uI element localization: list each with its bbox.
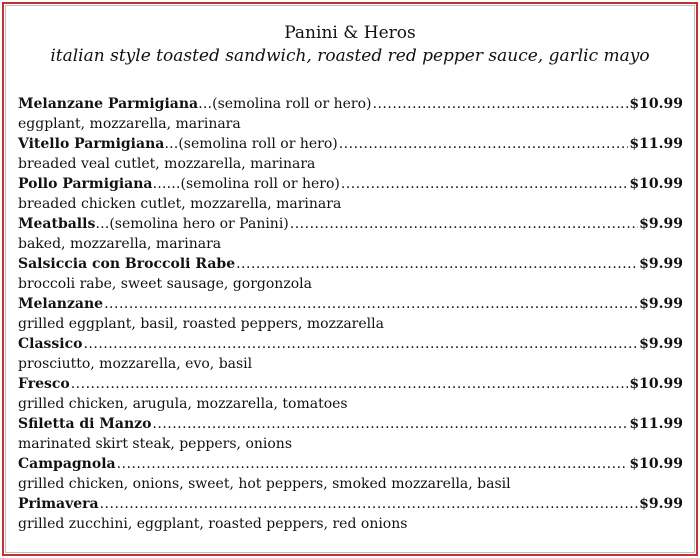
dot-leader — [236, 254, 638, 274]
menu-item-name: Sfiletta di Manzo — [18, 416, 152, 432]
menu-item — [18, 254, 683, 294]
menu-item-line — [18, 374, 683, 394]
menu-item-line — [18, 214, 683, 234]
section-title: Panini & Heros — [284, 23, 416, 43]
menu-item-description: grilled zucchini, eggplant, roasted peppers, red onions — [18, 516, 408, 532]
dot-leader — [71, 374, 629, 394]
menu-item — [18, 174, 683, 214]
dot-leader — [104, 294, 638, 314]
menu-item-note: …… — [152, 176, 181, 192]
menu-item-name: Classico — [18, 336, 83, 352]
dot-leader — [290, 214, 638, 234]
dot-leader — [100, 494, 639, 514]
menu-item-price: $10.99 — [629, 456, 683, 472]
section-subtitle: italian style toasted sandwich, roasted red pepper sauce, garlic mayo — [50, 46, 650, 66]
menu-item-price: $9.99 — [639, 216, 683, 232]
menu-item-price: $11.99 — [629, 136, 683, 152]
dot-leader — [117, 454, 629, 474]
menu-item — [18, 94, 683, 134]
menu-item-description: grilled chicken, arugula, mozzarella, tomatoes — [18, 396, 348, 412]
menu-item-name: Vitello Parmigiana — [18, 136, 165, 152]
menu-item-line — [18, 94, 683, 114]
menu-item-name: Fresco — [18, 376, 70, 392]
menu-item-note: … — [198, 96, 213, 112]
menu-item-description: breaded chicken cutlet, mozzarella, marinara — [18, 196, 342, 212]
menu-item-description: grilled eggplant, basil, roasted peppers, mozzarella — [18, 316, 384, 332]
menu-item-line — [18, 174, 683, 194]
menu-item-price: $11.99 — [629, 416, 683, 432]
menu-item-price: $9.99 — [639, 336, 683, 352]
menu-item-name: Pollo Parmigiana — [18, 176, 153, 192]
menu-item-line — [18, 334, 683, 354]
menu-item-price: $10.99 — [629, 376, 683, 392]
menu-item-line — [18, 454, 683, 474]
menu-item — [18, 134, 683, 174]
menu-item-bread: (semolina roll or hero) — [178, 136, 338, 152]
menu-item-line — [18, 414, 683, 434]
dot-leader — [83, 334, 638, 354]
menu-item-bread: (semolina hero or Panini) — [109, 216, 289, 232]
menu-item-name: Meatballs — [18, 216, 96, 232]
dot-leader — [339, 134, 629, 154]
dot-leader — [373, 94, 629, 114]
menu-item-name: Melanzane — [18, 296, 104, 312]
menu-item-line — [18, 494, 683, 514]
dot-leader — [341, 174, 629, 194]
menu-item-price: $9.99 — [639, 256, 683, 272]
menu-item — [18, 414, 683, 454]
menu-item-price: $9.99 — [639, 496, 683, 512]
menu-item-name: Campagnola — [18, 456, 116, 472]
menu-item-line — [18, 254, 683, 274]
menu-item — [18, 214, 683, 254]
menu-item-name: Salsiccia con Broccoli Rabe — [18, 256, 236, 272]
menu-list — [18, 94, 683, 534]
menu-item — [18, 494, 683, 534]
menu-item — [18, 294, 683, 334]
menu-item-bread: (semolina roll or hero) — [180, 176, 340, 192]
menu-item-price: $9.99 — [639, 296, 683, 312]
menu-item — [18, 334, 683, 374]
menu-item-price: $10.99 — [629, 176, 683, 192]
menu-item-description: prosciutto, mozzarella, evo, basil — [18, 356, 253, 372]
menu-item-description: broccoli rabe, sweet sausage, gorgonzola — [18, 276, 312, 292]
menu-item-line — [18, 294, 683, 314]
menu-item — [18, 374, 683, 414]
menu-item-name: Primavera — [18, 496, 99, 512]
menu-item-note: … — [95, 216, 110, 232]
menu-item-description: baked, mozzarella, marinara — [18, 236, 222, 252]
menu-item-bread: (semolina roll or hero) — [212, 96, 372, 112]
menu-item-description: marinated skirt steak, peppers, onions — [18, 436, 293, 452]
menu-item-price: $10.99 — [629, 96, 683, 112]
dot-leader — [152, 414, 628, 434]
menu-frame — [2, 2, 698, 556]
menu-item-line — [18, 134, 683, 154]
menu-item-name: Melanzane Parmigiana — [18, 96, 199, 112]
menu-item-description: breaded veal cutlet, mozzarella, marinara — [18, 156, 316, 172]
menu-item-description: grilled chicken, onions, sweet, hot peppers, smoked mozzarella, basil — [18, 476, 511, 492]
menu-item-description: eggplant, mozzarella, marinara — [18, 116, 241, 132]
menu-item-note: … — [164, 136, 179, 152]
menu-item — [18, 454, 683, 494]
